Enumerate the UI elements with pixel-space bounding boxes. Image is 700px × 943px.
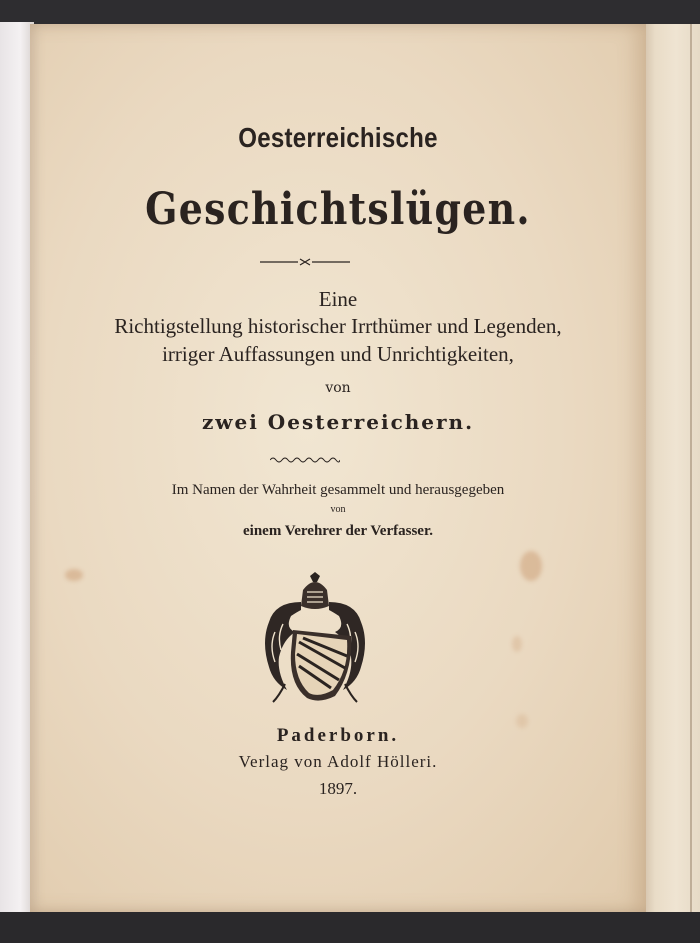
title-page: [30, 24, 646, 912]
foxing-stain: [520, 551, 542, 581]
publisher-line: Verlag von Adolf Hölleri.: [238, 752, 438, 771]
background-bottom: [0, 912, 700, 943]
title-line-2: Geschichtslügen.: [145, 184, 531, 235]
ornament-rule-icon: [260, 257, 350, 267]
publication-year: 1897.: [318, 779, 358, 798]
coat-of-arms-icon: [255, 572, 375, 712]
von-line-1: von: [325, 380, 351, 396]
publication-place: Paderborn.: [276, 725, 400, 746]
book-page-edges-right: [640, 24, 700, 912]
von-line-2: von: [330, 504, 346, 515]
wavy-rule-icon: [270, 456, 340, 464]
admirer-line: einem Verehrer der Verfasser.: [243, 523, 433, 539]
subtitle-line-3: irriger Auffassungen und Unrichtigkeiten,: [162, 342, 514, 366]
title-line-1: Oesterreichische: [238, 122, 438, 153]
foxing-stain: [512, 636, 522, 652]
subtitle-line-2: Richtigstellung historischer Irrthümer und Legenden,: [114, 314, 562, 338]
authors-line: zwei Oesterreichern.: [201, 410, 475, 434]
collected-line: Im Namen der Wahrheit gesammelt und herausgegeben: [171, 482, 505, 498]
book-cover-edge-left: [0, 22, 34, 915]
subtitle-line-1: Eine: [318, 287, 358, 311]
foxing-stain: [65, 569, 83, 581]
